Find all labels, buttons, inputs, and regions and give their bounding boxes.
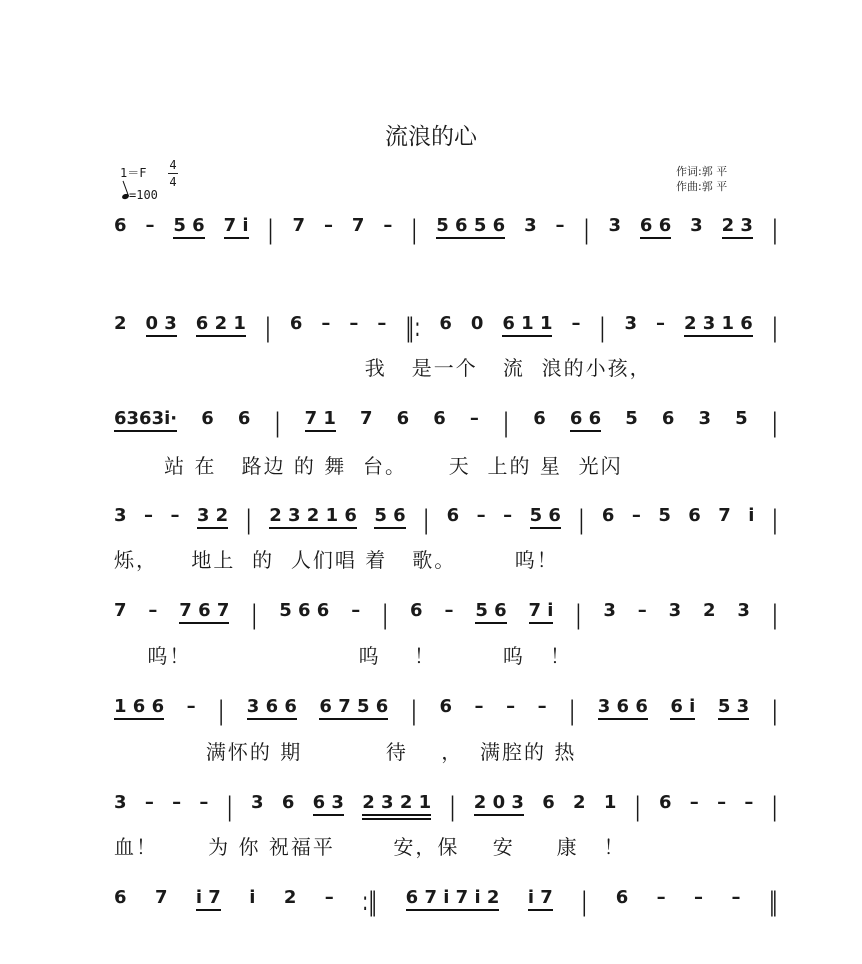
- note-group: –: [444, 600, 454, 621]
- note-group: 3 2: [196, 505, 229, 526]
- barline: |: [423, 505, 430, 536]
- note-group: –: [717, 792, 727, 813]
- note-group: –: [377, 313, 387, 334]
- lyric-line: 我 是一个 流 浪的小孩，: [114, 356, 652, 380]
- lyric-line: 站 在 路边 的 舞 台。 天 上的 星 光闪: [114, 454, 623, 478]
- note-group: –: [571, 313, 581, 334]
- note-group: 6: [433, 408, 446, 429]
- note-group: –: [631, 505, 641, 526]
- score-line: [114, 887, 778, 917]
- note-group: i 7: [527, 887, 553, 908]
- note-group: 5: [625, 408, 638, 429]
- note-group: 7 1: [304, 408, 336, 429]
- barline: |: [771, 696, 778, 727]
- note-group: 5 6: [374, 505, 406, 526]
- note-group: –: [199, 792, 209, 813]
- note-group: 6: [237, 408, 251, 429]
- note-group: 6: [201, 408, 214, 429]
- note-group: –: [145, 215, 155, 236]
- note-group: 6363i·: [114, 408, 178, 429]
- note-group: 6 7 5 6: [319, 696, 389, 717]
- note-group: –: [689, 792, 699, 813]
- note-group: 2: [573, 792, 586, 813]
- barline: |: [771, 600, 778, 631]
- note-group: 6: [114, 887, 127, 908]
- barline: |: [503, 408, 510, 439]
- note-group: –: [555, 215, 565, 236]
- note-group: 3: [251, 792, 264, 813]
- score-line: [114, 505, 778, 535]
- note-group: 6: [410, 600, 423, 621]
- note-group: 2 3 2 1 6: [269, 505, 357, 526]
- barline: |: [581, 887, 588, 918]
- note-group: 7: [718, 505, 731, 526]
- note-group: 6: [281, 792, 295, 813]
- tempo-value: =100: [129, 188, 158, 202]
- note-group: 6: [289, 313, 303, 334]
- lyric-line: 满怀的 期 待 ， 满腔的 热: [114, 740, 577, 764]
- song-title: 流浪的心: [385, 124, 477, 150]
- barline: |: [226, 792, 233, 823]
- note-group: –: [655, 313, 665, 334]
- note-group: 2 3: [721, 215, 753, 236]
- note-group: 3: [690, 215, 703, 236]
- lyric-line: 呜！ 呜 ！ 呜 ！: [114, 644, 572, 668]
- score-line: [114, 696, 778, 726]
- note-group: 6: [615, 887, 629, 908]
- time-signature: [168, 158, 178, 189]
- note-group: 5: [735, 408, 748, 429]
- barline: :‖: [362, 887, 378, 918]
- note-group: i: [249, 887, 256, 908]
- note-group: –: [186, 696, 196, 717]
- score-header-right: [676, 164, 727, 194]
- barline: ‖:: [405, 313, 421, 344]
- note-group: –: [383, 215, 393, 236]
- note-group: –: [476, 505, 486, 526]
- note-group: –: [694, 887, 704, 908]
- barline: |: [251, 600, 258, 631]
- note-group: –: [731, 887, 741, 908]
- note-group: 2: [283, 887, 297, 908]
- note-group: 5 3: [717, 696, 750, 717]
- note-group: 6 1 1: [502, 313, 553, 334]
- note-group: 7: [351, 215, 365, 236]
- note-group: 3: [668, 600, 682, 621]
- note-group: 6: [661, 408, 675, 429]
- note-group: –: [324, 887, 334, 908]
- note-group: i: [748, 505, 755, 526]
- note-group: –: [656, 887, 666, 908]
- note-group: 3: [603, 600, 616, 621]
- note-group: –: [172, 792, 182, 813]
- composer-credit: 作曲:郭 平: [676, 180, 728, 193]
- key-signature: 1＝F: [120, 166, 147, 180]
- barline: |: [634, 792, 641, 823]
- lyric-line: 烁， 地上 的 人们唱 着 歌。 呜！: [114, 548, 559, 572]
- barline: |: [218, 696, 225, 727]
- note-group: –: [351, 600, 361, 621]
- note-group: –: [506, 696, 516, 717]
- note-group: 3: [114, 792, 127, 813]
- barline: |: [267, 215, 274, 246]
- note-group: 6: [533, 408, 546, 429]
- note-group: 6: [439, 696, 452, 717]
- barline: |: [410, 696, 417, 727]
- note-group: 2 3 2 1: [362, 792, 432, 813]
- note-group: 6 3: [312, 792, 344, 813]
- lyric-line: 血！ 为 你 祝福平 安，保 安 康 ！: [114, 835, 626, 859]
- note-group: 5 6: [529, 505, 561, 526]
- note-group: 7 6 7: [179, 600, 230, 621]
- note-group: 6: [688, 505, 701, 526]
- barline: |: [245, 505, 252, 536]
- note-group: 6: [601, 505, 615, 526]
- score-line: [114, 215, 778, 245]
- note-group: 5 6: [173, 215, 205, 236]
- score-line: [114, 408, 778, 438]
- tempo-marking: [122, 188, 158, 202]
- barline: |: [771, 215, 778, 246]
- score-line: [114, 600, 778, 630]
- note-group: –: [537, 696, 547, 717]
- note-group: –: [170, 505, 180, 526]
- note-group: i 7: [195, 887, 221, 908]
- barline: |: [569, 696, 576, 727]
- barline: |: [583, 215, 590, 246]
- barline: |: [449, 792, 456, 823]
- note-group: 7 i: [223, 215, 249, 236]
- barline: ‖: [768, 887, 778, 918]
- note-group: 5 6 5 6: [436, 215, 506, 236]
- note-group: –: [321, 313, 331, 334]
- barline: |: [382, 600, 389, 631]
- note-group: 6 i: [670, 696, 696, 717]
- note-group: 5 6: [475, 600, 507, 621]
- note-group: 6: [446, 505, 460, 526]
- note-group: 3 6 6: [246, 696, 297, 717]
- barline: |: [575, 600, 582, 631]
- note-group: 1: [603, 792, 617, 813]
- barline: |: [578, 505, 585, 536]
- barline: |: [274, 408, 281, 439]
- note-group: 6 2 1: [195, 313, 246, 334]
- note-group: –: [143, 505, 153, 526]
- barline: |: [771, 505, 778, 536]
- barline: |: [264, 313, 271, 344]
- note-group: 5: [658, 505, 671, 526]
- lyricist-credit: 作词:郭 平: [676, 165, 728, 178]
- note-group: 3: [737, 600, 750, 621]
- note-group: 3: [524, 215, 537, 236]
- note-group: –: [349, 313, 359, 334]
- barline: |: [771, 408, 778, 439]
- note-group: 3: [608, 215, 621, 236]
- note-group: –: [144, 792, 154, 813]
- note-group: 0 3: [145, 313, 177, 334]
- note-group: 2: [114, 313, 127, 334]
- note-group: 6 7 i 7 i 2: [405, 887, 500, 908]
- note-group: 6: [396, 408, 410, 429]
- note-group: –: [637, 600, 647, 621]
- note-group: 0: [470, 313, 484, 334]
- barline: |: [771, 313, 778, 344]
- note-group: 3: [114, 505, 127, 526]
- note-group: 2: [703, 600, 716, 621]
- barline: |: [771, 792, 778, 823]
- note-group: –: [474, 696, 484, 717]
- note-group: –: [744, 792, 754, 813]
- note-group: –: [503, 505, 513, 526]
- time-signature-line: [168, 173, 178, 174]
- time-signature-bottom: 4: [169, 175, 177, 189]
- note-group: 1 6 6: [114, 696, 165, 717]
- note-group: 2 0 3: [473, 792, 524, 813]
- barline: |: [599, 313, 606, 344]
- note-group: 6: [542, 792, 555, 813]
- note-group: 6 6: [569, 408, 602, 429]
- note-group: 7: [292, 215, 306, 236]
- note-group: 3: [698, 408, 712, 429]
- note-group: –: [323, 215, 333, 236]
- note-group: 2 3 1 6: [683, 313, 753, 334]
- note-group: 7 i: [528, 600, 554, 621]
- note-group: 3: [624, 313, 637, 334]
- note-group: 5 6 6: [279, 600, 330, 621]
- note-group: 6: [114, 215, 127, 236]
- note-group: –: [148, 600, 158, 621]
- barline: |: [411, 215, 418, 246]
- note-group: 7: [114, 600, 127, 621]
- note-group: 7: [360, 408, 373, 429]
- note-group: 3 6 6: [597, 696, 648, 717]
- note-group: –: [469, 408, 479, 429]
- note-group: 6: [439, 313, 452, 334]
- score-line: [114, 792, 778, 822]
- time-signature-top: 4: [169, 158, 177, 172]
- note-group: 6: [658, 792, 672, 813]
- score-line: [114, 313, 778, 343]
- note-group: 7: [154, 887, 168, 908]
- note-group: 6 6: [639, 215, 672, 236]
